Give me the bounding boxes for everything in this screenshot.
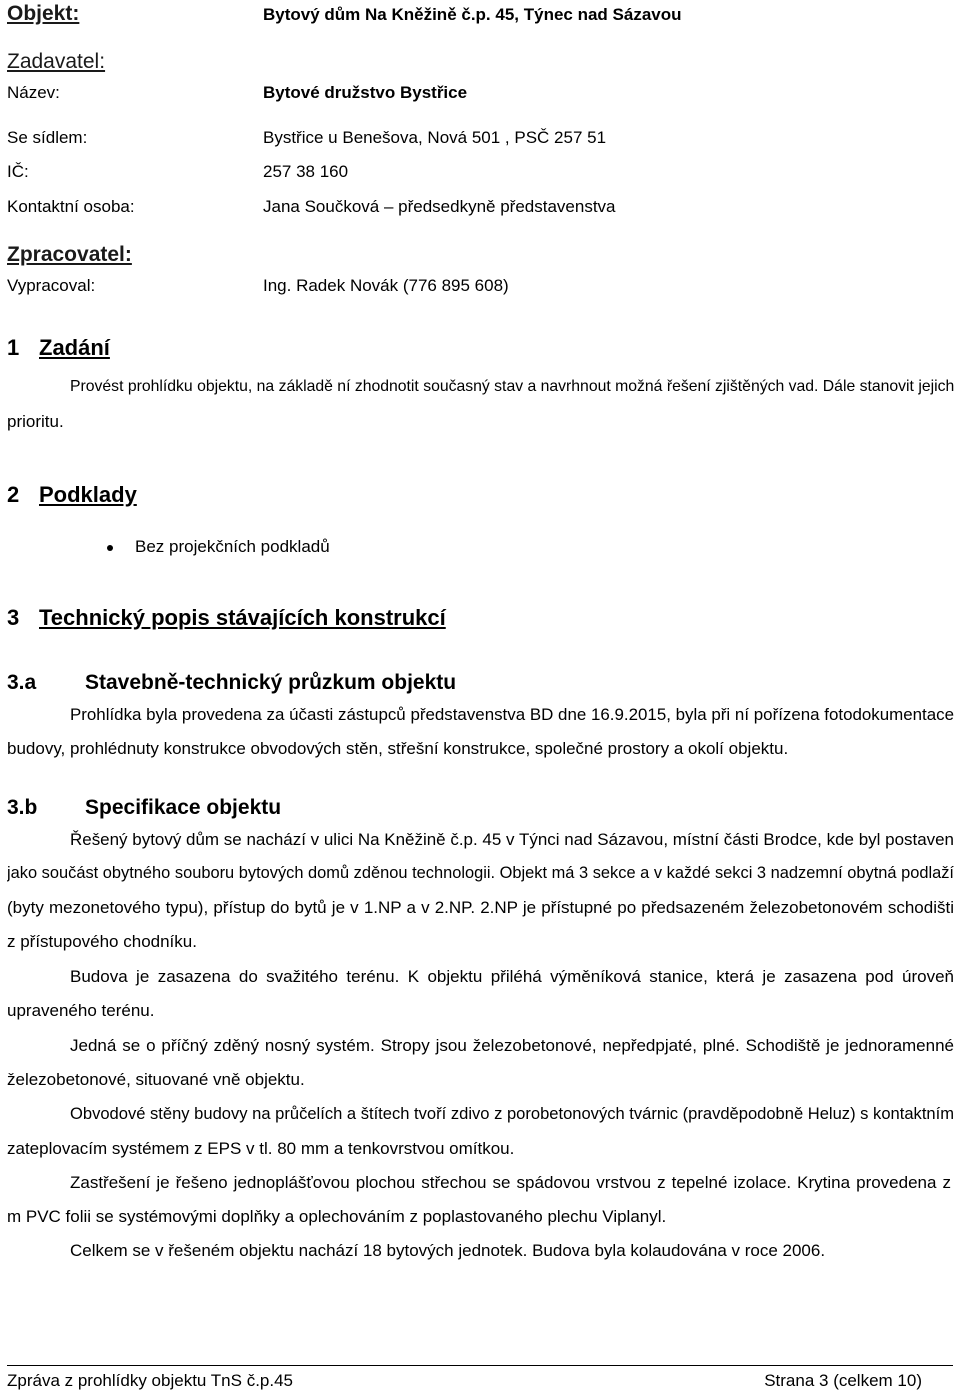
section-2-title: Podklady	[39, 482, 137, 507]
author-value: Ing. Radek Novák (776 895 608)	[263, 276, 509, 295]
paragraph-line: (byty mezonetového typu), přístup do bytů je v 1.NP a v 2.NP. 2.NP je přístupné po předsazeném železobetonovém schodišti	[7, 898, 954, 917]
section-3-number: 3	[7, 605, 20, 630]
subsection-3b-number: 3.b	[7, 796, 38, 819]
paragraph-line: upraveného terénu.	[7, 1001, 155, 1020]
bullet-icon	[107, 545, 113, 551]
section-1-line-2: prioritu.	[7, 412, 64, 431]
paragraph-line: železobetonové, situované vně objektu.	[7, 1070, 305, 1089]
name-value: Bytové družstvo Bystřice	[263, 83, 468, 102]
subsection-3a-line: budovy, prohlédnuty konstrukce obvodových stěn, střešní konstrukce, společné prostory a okolí objektu.	[7, 739, 789, 758]
subsection-3a-line: Prohlídka byla provedena za účasti zástupců představenstva BD dne 16.9.2015, byla při ní pořízena fotodokumentace	[70, 705, 954, 724]
paragraph-line: zateplovacím systémem z EPS v tl. 80 mm a tenkovrstvou omítkou.	[7, 1139, 515, 1158]
subsection-3b-title: Specifikace objektu	[85, 796, 282, 819]
subsection-3a-title: Stavebně-technický průzkum objektu	[85, 671, 457, 694]
paragraph-line: Budova je zasazena do svažitého terénu. K objektu přiléhá výměníková stanice, která je zasazena pod úroveň	[70, 967, 954, 986]
section-1-line-1: Provést prohlídku objektu, na základě ní zhodnotit současný stav a navrhnout možná řešení zjištěných vad. Dále stanovit jejich	[70, 378, 955, 395]
paragraph-line: z přístupového chodníku.	[7, 932, 197, 951]
footer-page-number: Strana 3 (celkem 10)	[764, 1371, 922, 1390]
seat-label: Se sídlem:	[7, 128, 88, 147]
contact-label: Kontaktní osoba:	[7, 197, 135, 216]
section-2-bullet-text: Bez projekčních podkladů	[135, 537, 330, 556]
ico-value: 257 38 160	[263, 162, 349, 181]
section-3-title: Technický popis stávajících konstrukcí	[39, 605, 446, 630]
section-3-heading	[7, 605, 446, 631]
name-label: Název:	[7, 83, 60, 102]
client-heading: Zadavatel:	[7, 50, 106, 73]
section-2-heading	[7, 482, 137, 508]
paragraph-line: Jedná se o příčný zděný nosný systém. Stropy jsou železobetonové, nepředpjaté, plné. Schodiště je jednoramenné	[70, 1036, 954, 1055]
paragraph-line: Řešený bytový dům se nachází v ulici Na Kněžině č.p. 45 v Týnci nad Sázavou, místní části Brodce, kde byl postaven	[70, 830, 954, 849]
ico-label: IČ:	[7, 162, 29, 181]
paragraph-line: m PVC folii se systémovými doplňky a oplechováním z poplastovaného plechu Viplanyl.	[7, 1207, 667, 1226]
section-2-number: 2	[7, 482, 20, 507]
subsection-3a-heading	[7, 671, 456, 695]
contact-value: Jana Součková – předsedkyně představenstva	[263, 197, 616, 216]
paragraph-line: Obvodové stěny budovy na průčelích a štítech tvoří zdivo z porobetonových tvárnic (pravděpodobně Heluz) s kontaktním	[70, 1104, 954, 1123]
subsection-3b-heading	[7, 796, 281, 820]
author-label: Vypracoval:	[7, 276, 96, 295]
seat-value: Bystřice u Benešova, Nová 501 , PSČ 257 51	[263, 128, 607, 147]
object-label: Objekt:	[7, 2, 80, 25]
section-1-title: Zadání	[39, 335, 110, 360]
paragraph-line: Celkem se v řešeném objektu nachází 18 bytových jednotek. Budova byla kolaudována v roce 2006.	[70, 1241, 826, 1260]
paragraph-line: Zastřešení je řešeno jednoplášťovou plochou střechou se spádovou vrstvou z tepelné izolace. Krytina provedena z	[70, 1173, 951, 1192]
footer-divider	[7, 1365, 953, 1366]
subsection-3a-number: 3.a	[7, 671, 37, 694]
footer-left: Zpráva z prohlídky objektu TnS č.p.45	[7, 1371, 294, 1390]
paragraph-line: jako součást obytného souboru bytových domů zděnou technologii. Objekt má 3 sekce a v každé sekci 3 nadzemní obytná podlaží	[7, 864, 954, 882]
object-value: Bytový dům Na Kněžině č.p. 45, Týnec nad Sázavou	[263, 5, 682, 24]
section-1-heading	[7, 335, 110, 361]
processor-heading: Zpracovatel:	[7, 243, 132, 266]
section-1-number: 1	[7, 335, 20, 360]
